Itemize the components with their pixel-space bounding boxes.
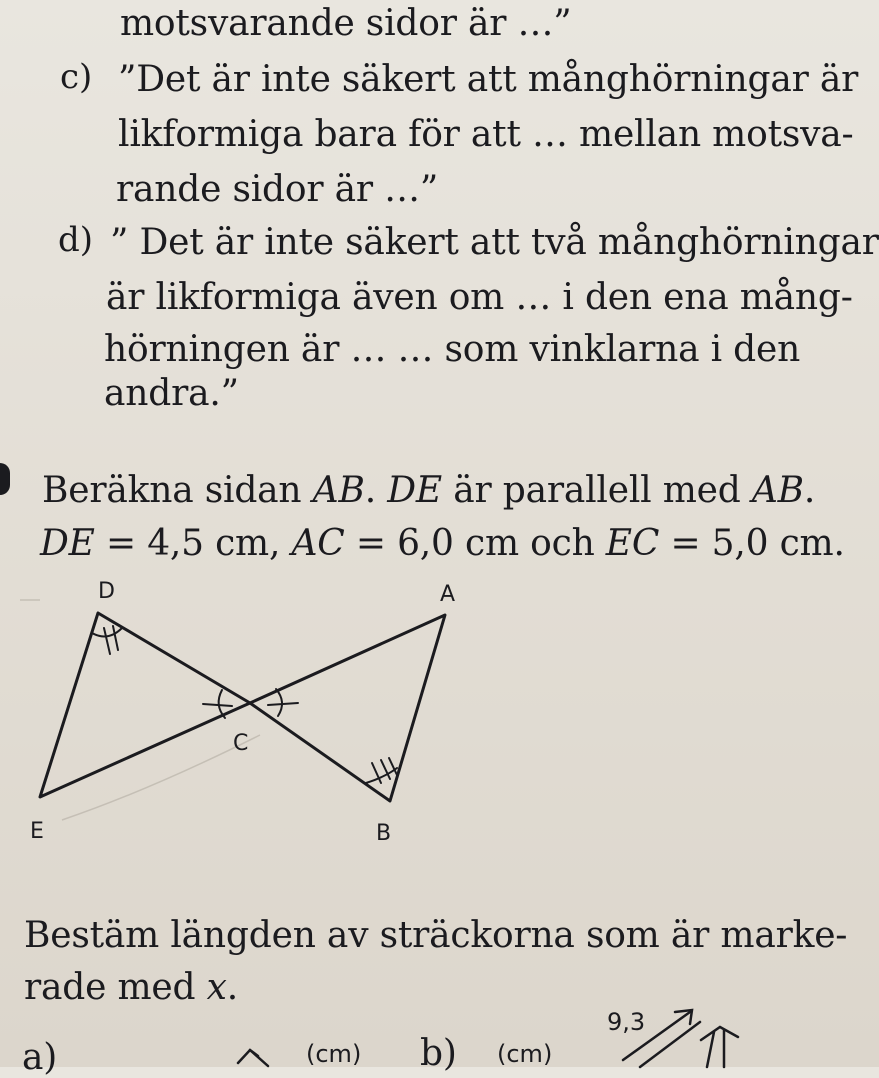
item-c-label: c) [60, 57, 93, 97]
subproblem-a-label: a) [22, 1037, 58, 1078]
problem-line-1: Beräkna sidan AB. DE är parallell med AB. [42, 470, 816, 511]
item-d-line-4: andra.” [104, 373, 239, 414]
item-c-line-1: ”Det är inte säkert att månghörningar är [118, 59, 859, 100]
item-d-line-2: är likformiga även om … i den ena mång- [106, 277, 853, 318]
item-d-line-3: hörningen är … … som vinklarna i den [104, 329, 801, 370]
angle-mark-d [92, 628, 122, 637]
measurement-value: 9,3 [607, 1008, 646, 1036]
unit-a: (cm) [306, 1040, 362, 1068]
next-problem-line-2: rade med x. [24, 967, 238, 1008]
label-d: D [98, 579, 115, 604]
top-fragment: motsvarande sidor är …” [120, 3, 572, 44]
item-d-line-1: ” Det är inte säkert att två månghörningar [110, 222, 879, 263]
problem-line-2: DE = 4,5 cm, AC = 6,0 cm och EC = 5,0 cm. [40, 523, 845, 564]
label-b: B [376, 821, 392, 846]
angle-mark-b [366, 768, 397, 783]
next-problem-line-1: Bestäm längden av sträckorna som är marke- [24, 915, 848, 956]
angle-mark-c-right [276, 689, 282, 716]
item-c-line-3: rande sidor är …” [116, 169, 439, 210]
label-e: E [30, 819, 44, 844]
label-c: C [233, 731, 249, 756]
triangle-abc [250, 615, 445, 801]
unit-b: (cm) [497, 1040, 553, 1068]
item-d-label: d) [58, 220, 94, 260]
item-c-line-2: likformiga bara för att … mellan motsva- [118, 114, 854, 155]
subproblem-b-label: b) [420, 1033, 457, 1074]
label-a: A [440, 582, 456, 607]
